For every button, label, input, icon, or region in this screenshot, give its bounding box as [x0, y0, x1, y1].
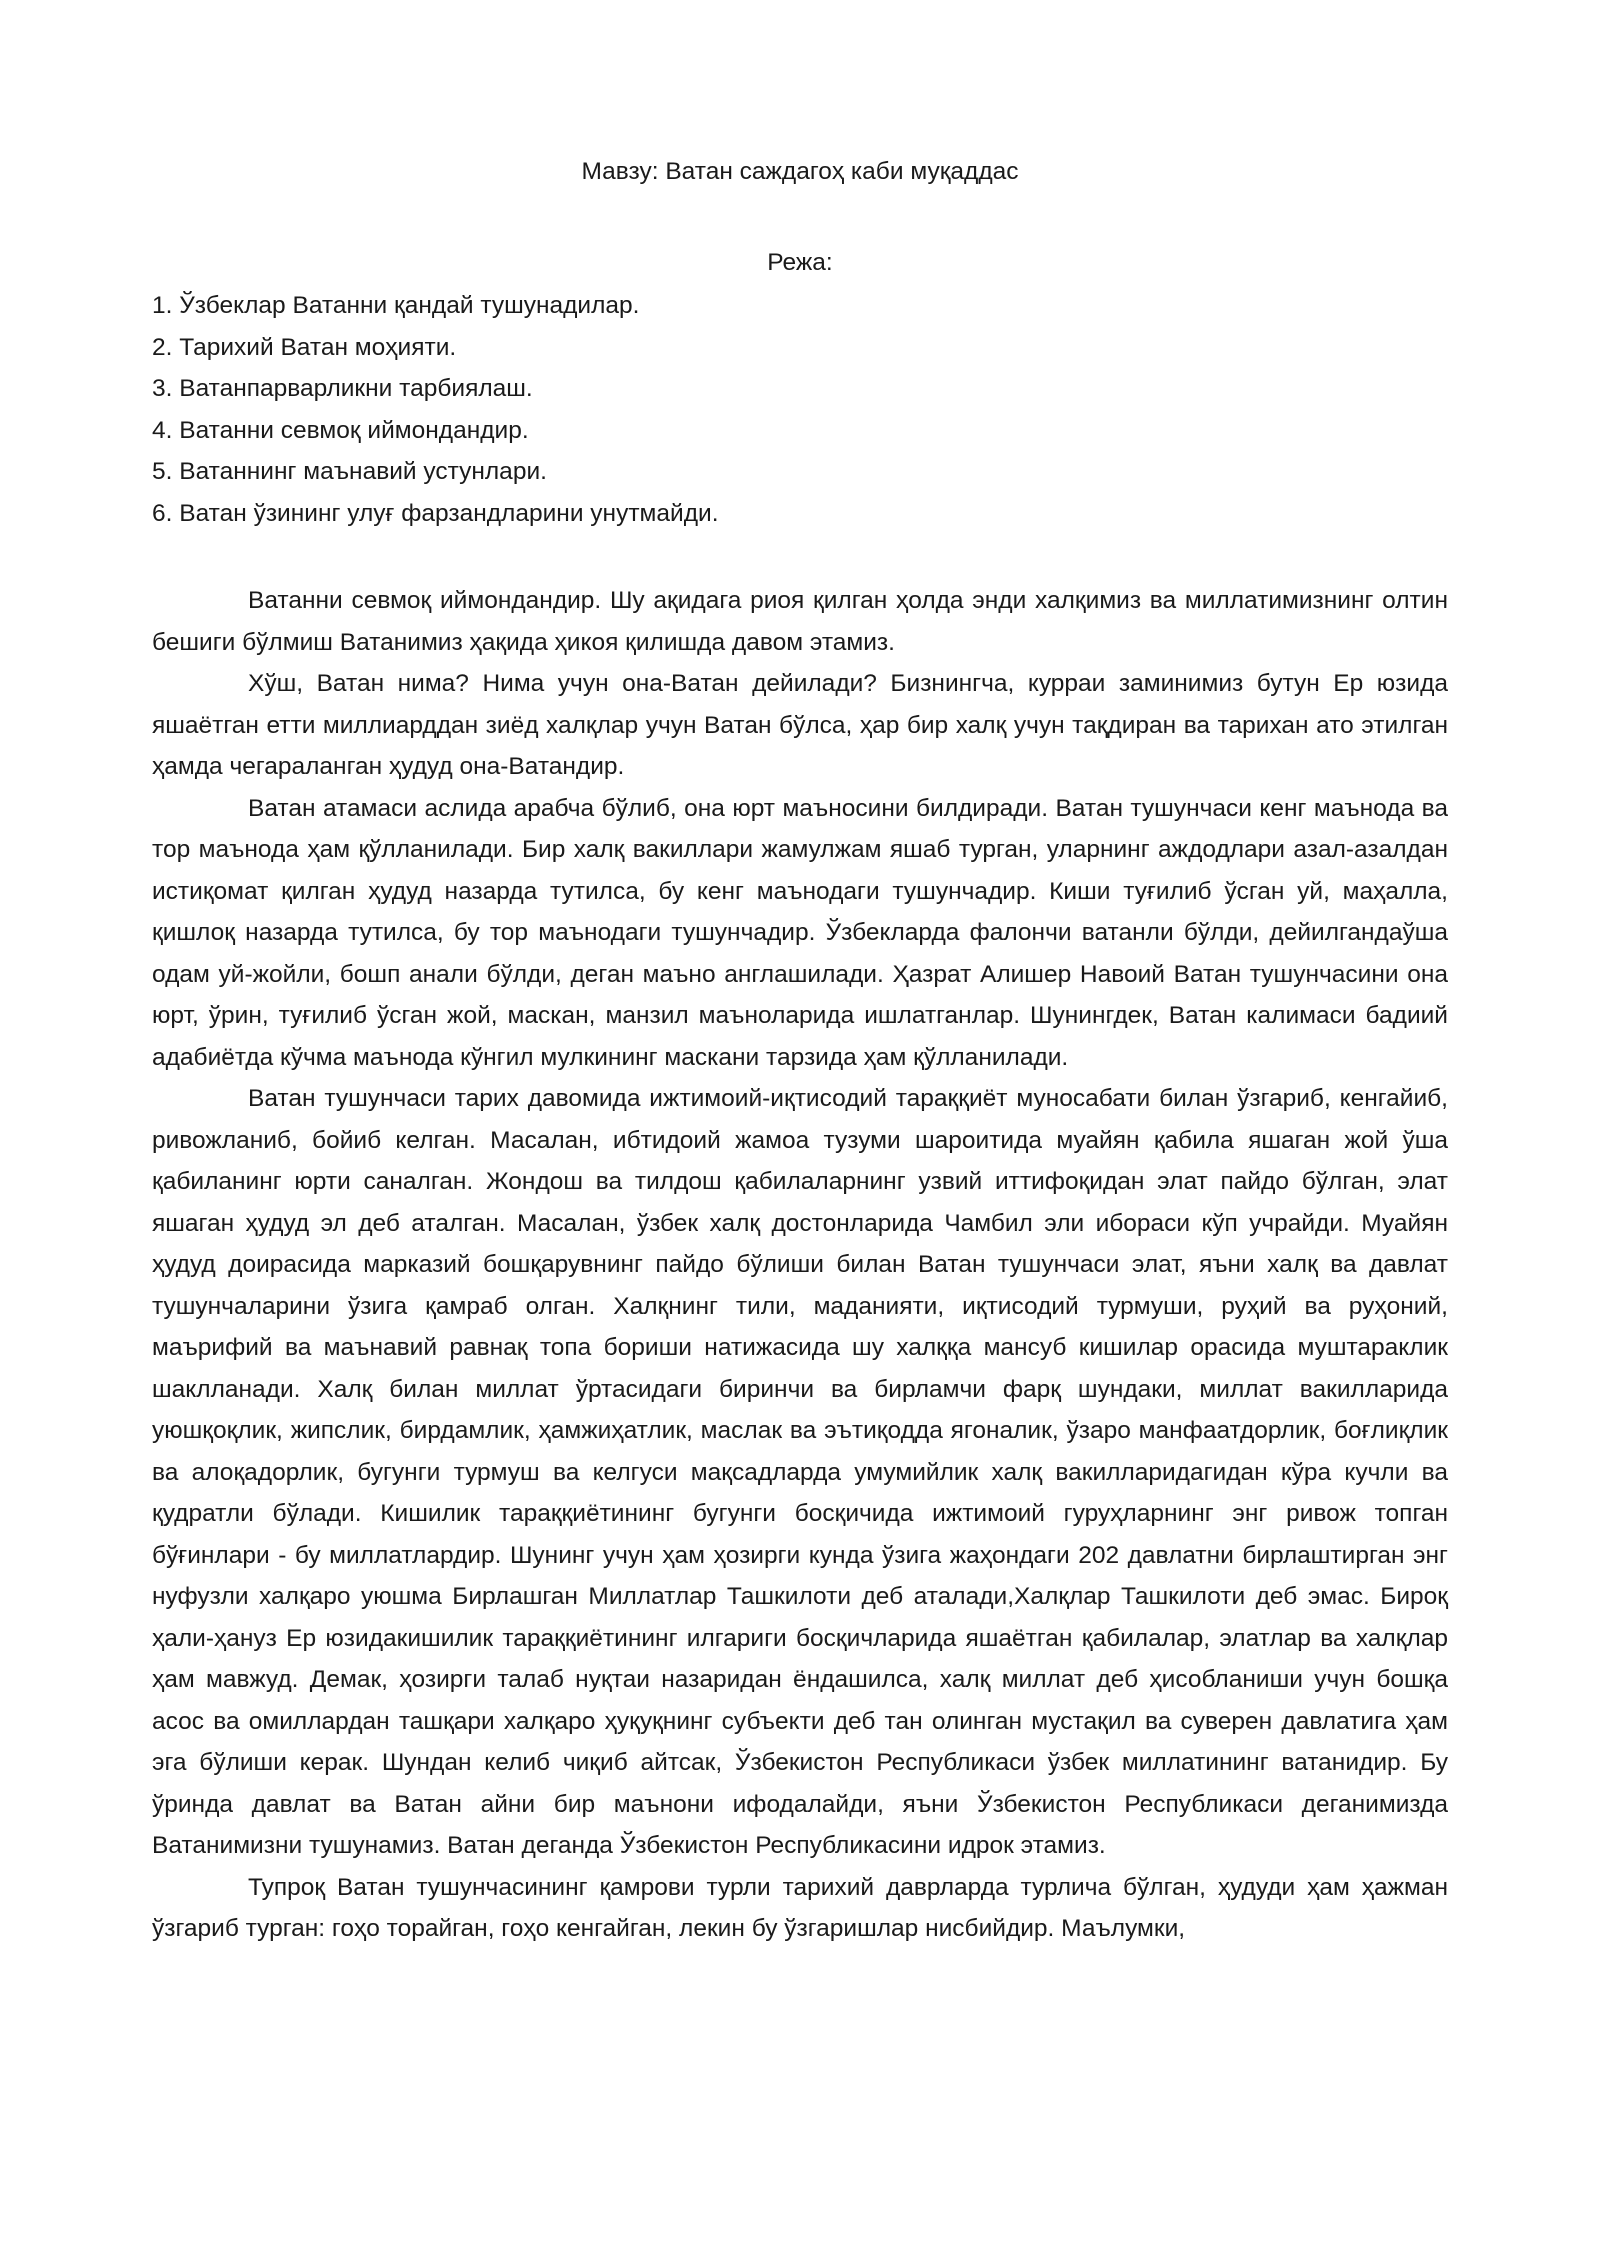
plan-heading: Режа:: [767, 249, 833, 276]
plan-item: 5. Ватаннинг маънавий устунлари.: [152, 458, 547, 485]
plan-item: 6. Ватан ўзининг улуғ фарзандларини унутмайди.: [152, 499, 719, 527]
paragraph: Ватан атамаси аслида арабча бўлиб, она юрт маъносини билдиради. Ватан тушунчаси кенг маънода ва тор маънода ҳам қўлланилади. Бир халқ вакиллари жамулжам яшаб турган, уларнинг аждодлари азал-азалдан истиқомат қилган ҳудуд назарда тутилса, бу кенг маънодаги тушунчадир. Киши туғилиб ўсган уй, маҳалла, қишлоқ назарда тутилса, бу тор маънодаги тушунчадир. Ўзбекларда фалончи ватанли бўлди, дейилгандаўша одам уй-жойли, бошп анали бўлди, деган маъно англашилади. Ҳазрат Алишер Навоий Ватан тушунчасини она юрт, ўрин, туғилиб ўсган жой, маскан, манзил маъноларида ишлатганлар. Шунингдек, Ватан калимаси бадиий адабиётда кўчма маънода кўнгил мулкининг маскани тарзида ҳам қўлланилади.: [152, 794, 1448, 1071]
plan-item: 4. Ватанни севмоқ иймондандир.: [152, 416, 529, 444]
plan-item: 1. Ўзбеклар Ватанни қандай тушунадилар.: [152, 292, 640, 319]
body-text: [152, 580, 1448, 1950]
plan-item: 3. Ватанпарварликни тарбиялаш.: [152, 375, 533, 402]
document-title: Мавзу: Ватан саждагоҳ каби муқаддас: [581, 158, 1019, 185]
plan-item: 2. Тарихий Ватан моҳияти.: [152, 333, 457, 361]
plan-list: [152, 285, 1448, 534]
paragraph: Ватанни севмоқ иймондандир. Шу ақидага риоя қилган ҳолда энди халқимиз ва миллатимизнинг олтин бешиги бўлмиш Ватанимиз ҳақида ҳикоя қилишда давом этамиз.: [152, 587, 1448, 656]
paragraph: Тупроқ Ватан тушунчасининг қамрови турли тарихий даврларда турлича бўлган, ҳудуди ҳам ҳажман ўзгариб турган: гоҳо торайган, гоҳо кенгайган, лекин бу ўзгаришлар нисбийдир. Маълумки,: [152, 1873, 1448, 1942]
paragraph: Ватан тушунчаси тарих давомида ижтимоий-иқтисодий тараққиёт муносабати билан ўзгариб, кенгайиб, ривожланиб, бойиб келган. Масалан, ибтидоий жамоа тузуми шароитида муайян қабила яшаган жой ўша қабиланинг юрти саналган. Жондош ва тилдош қабилаларнинг узвий иттифоқидан элат пайдо бўлган, элат яшаган ҳудуд эл деб аталган. Масалан, ўзбек халқ достонларида Чамбил эли ибораси кўп учрайди. Муайян ҳудуд доирасида марказий бошқарувнинг пайдо бўлиши билан Ватан тушунчаси элат, яъни халқ ва давлат тушунчаларини ўзига қамраб олган. Халқнинг тили, маданияти, иқтисодий турмуши, руҳий ва руҳоний, маърифий ва маънавий равнақ топа бориши натижасида шу халққа мансуб кишилар орасида муштараклик шаклланади. Халқ билан миллат ўртасидаги биринчи ва бирламчи фарқ шундаки, миллат вакилларида уюшқоқлик, жипслик, бирдамлик, ҳамжиҳатлик, маслак ва эътиқодда ягоналик, ўзаро манфаатдорлик, боғлиқлик ва алоқадорлик, бугунги турмуш ва келгуси мақсадларда умумийлик халқ вакилларидагидан кўра кучли ва қудратли бўлади. Кишилик тараққиётининг бугунги босқичида ижтимоий гуруҳларнинг энг ривож топган бўғинлари - бу миллатлардир. Шунинг учун ҳам ҳозирги кунда ўзига жаҳондаги 202 давлатни бирлаштирган энг нуфузли халқаро уюшма Бирлашган Миллатлар Ташкилоти деб аталади,Халқлар Ташкилоти деб эмас. Бироқ ҳали-ҳануз Ер юзидакишилик тараққиётининг илгариги босқичларида яшаётган қабилалар, элатлар ва халқлар ҳам мавжуд. Демак, ҳозирги талаб нуқтаи назаридан ёндашилса, халқ миллат деб ҳисобланиши учун бошқа асос ва омиллардан ташқари халқаро ҳуқуқнинг субъекти деб тан олинган мустақил ва суверен давлатига ҳам эга бўлиши керак. Шундан келиб чиқиб айтсак, Ўзбекистон Республикаси ўзбек миллатининг ватанидир. Бу ўринда давлат ва Ватан айни бир маънони ифодалайди, яъни Ўзбекистон Республикаси деганимизда Ватанимизни тушунамиз. Ватан деганда Ўзбекистон Республикасини идрок этамиз.: [152, 1085, 1448, 1859]
paragraph: Хўш, Ватан нима? Нима учун она-Ватан дейилади? Бизнингча, курраи заминимиз бутун Ер юзида яшаётган етти миллиарддан зиёд халқлар учун Ватан бўлса, ҳар бир халқ учун тақдиран ва тарихан ато этилган ҳамда чегараланган ҳудуд она-Ватандир.: [152, 670, 1448, 780]
